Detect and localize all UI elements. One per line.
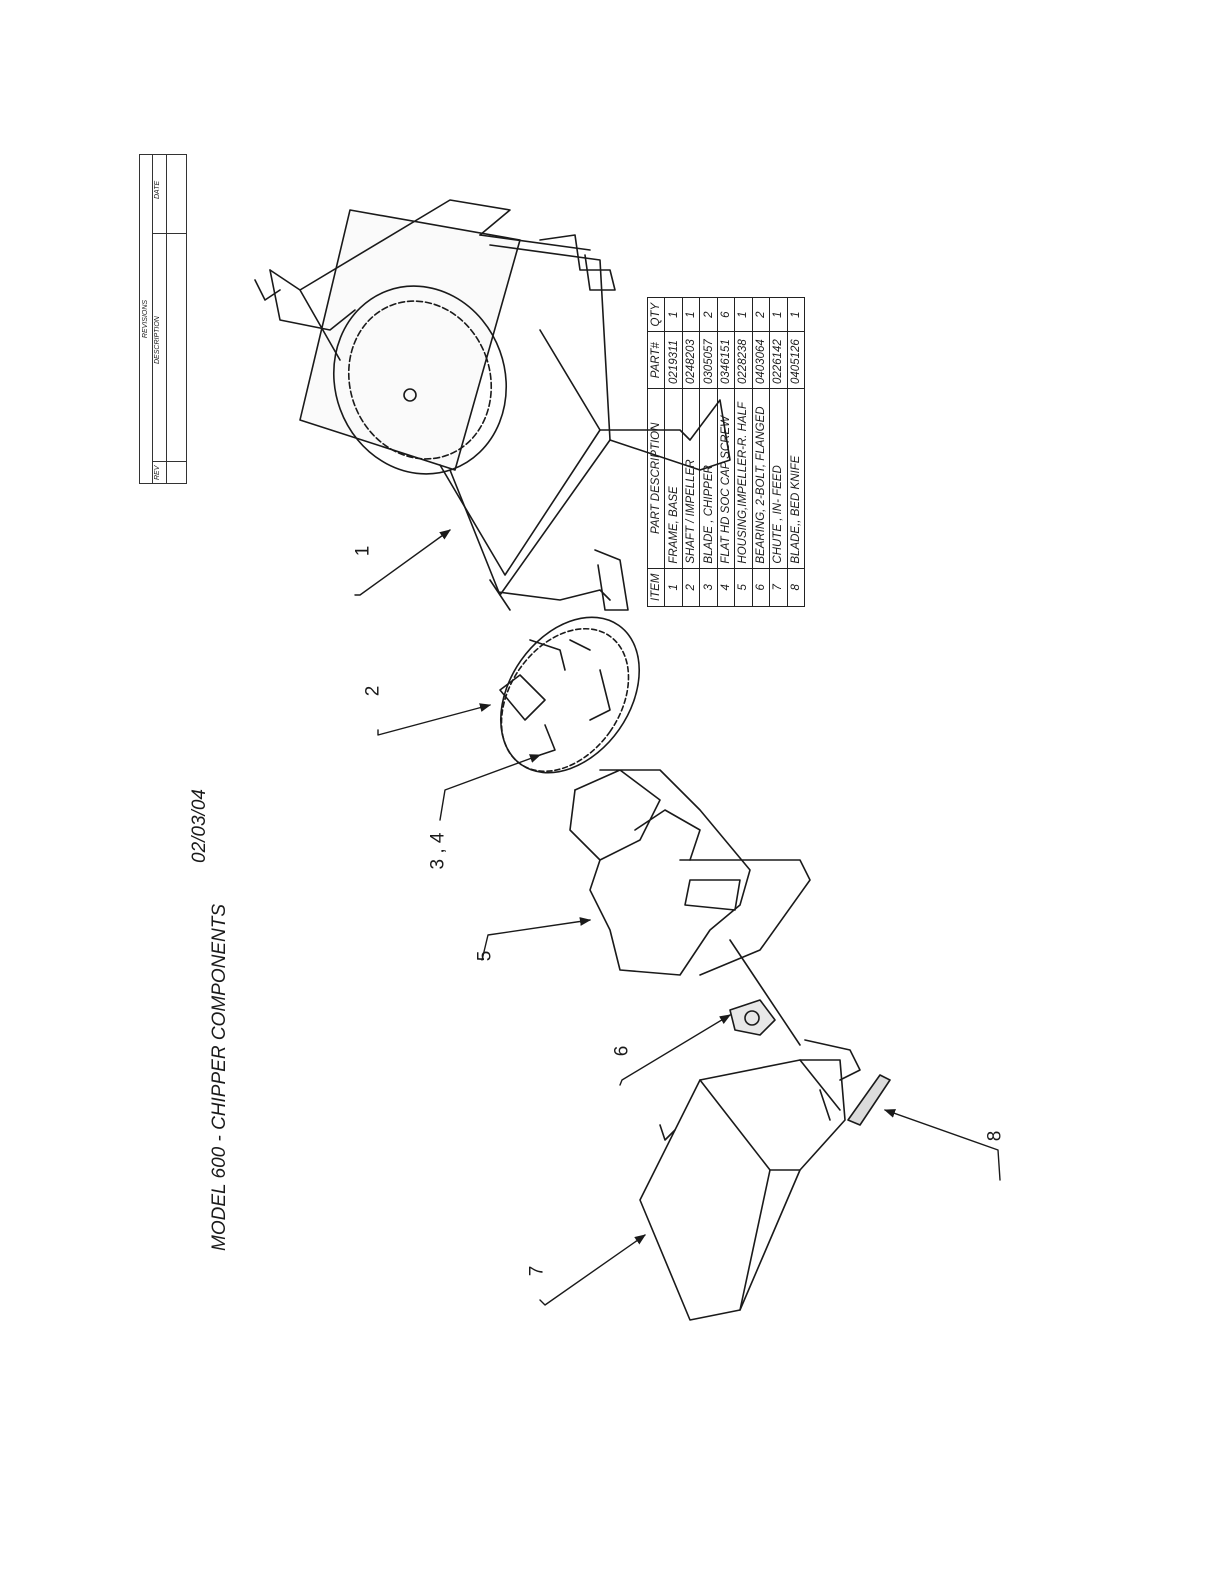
callout-2: 2 bbox=[362, 685, 384, 697]
cell-description: FLAT HD SOC CAP SCREW bbox=[717, 388, 734, 568]
cell-part-number: 0405126 bbox=[787, 332, 805, 389]
cell-part-number: 0226142 bbox=[770, 332, 787, 389]
cell-part-number: 0403064 bbox=[752, 332, 769, 389]
cell-qty: 1 bbox=[682, 298, 699, 332]
cell-item: 4 bbox=[717, 568, 734, 606]
in-feed-chute-part bbox=[640, 1040, 860, 1320]
cell-qty: 2 bbox=[700, 298, 717, 332]
callout-1: 1 bbox=[352, 545, 374, 557]
cell-qty: 1 bbox=[787, 298, 805, 332]
cell-item: 1 bbox=[665, 568, 682, 606]
cell-description: BLADE , CHIPPER bbox=[700, 388, 717, 568]
header-part-number: PART# bbox=[648, 332, 665, 389]
drawing-title: MODEL 600 - CHIPPER COMPONENTS bbox=[209, 903, 230, 1251]
header-item: ITEM bbox=[648, 568, 665, 606]
rev-label: REV bbox=[154, 465, 161, 480]
leader-lines bbox=[355, 530, 1000, 1305]
cell-qty: 1 bbox=[735, 298, 752, 332]
cell-item: 3 bbox=[700, 568, 717, 606]
cell-item: 6 bbox=[752, 568, 769, 606]
callout-7: 7 bbox=[526, 1265, 548, 1277]
description-label: DESCRIPTION bbox=[154, 316, 161, 364]
cell-part-number: 0346151 bbox=[717, 332, 734, 389]
cell-description: BEARING, 2-BOLT, FLANGED bbox=[752, 388, 769, 568]
date-label: DATE bbox=[154, 180, 161, 199]
cell-item: 7 bbox=[770, 568, 787, 606]
header-description: PART DESCRIPTION bbox=[648, 388, 665, 568]
cell-description: SHAFT / IMPELLER bbox=[682, 388, 699, 568]
callout-5: 5 bbox=[474, 950, 496, 962]
callout-6: 6 bbox=[611, 1045, 633, 1057]
revisions-header: REVISIONS bbox=[139, 154, 153, 484]
cell-item: 2 bbox=[682, 568, 699, 606]
cell-part-number: 0305057 bbox=[700, 332, 717, 389]
cell-qty: 2 bbox=[752, 298, 769, 332]
cell-description: BLADE,, BED KNIFE bbox=[787, 388, 805, 568]
cell-item: 8 bbox=[787, 568, 805, 606]
cell-part-number: 0248203 bbox=[682, 332, 699, 389]
callout-3-4: 3 , 4 bbox=[427, 832, 449, 870]
cell-qty: 6 bbox=[717, 298, 734, 332]
cell-item: 5 bbox=[735, 568, 752, 606]
callout-8: 8 bbox=[984, 1130, 1006, 1142]
cell-qty: 1 bbox=[770, 298, 787, 332]
drawing-date: 02/03/04 bbox=[189, 789, 210, 863]
cell-description: FRAME, BASE bbox=[665, 388, 682, 568]
bed-knife-part bbox=[848, 1075, 890, 1125]
cell-description: CHUTE , IN- FEED bbox=[770, 388, 787, 568]
cell-part-number: 0219311 bbox=[665, 332, 682, 389]
impeller-part bbox=[472, 591, 668, 799]
cell-part-number: 0228238 bbox=[735, 332, 752, 389]
frame-base-part bbox=[255, 200, 730, 610]
header-qty: QTY bbox=[648, 298, 665, 332]
cell-description: HOUSING,IMPELLER-R. HALF bbox=[735, 388, 752, 568]
housing-part bbox=[570, 770, 810, 975]
bearing-part bbox=[730, 940, 800, 1045]
cell-qty: 1 bbox=[665, 298, 682, 332]
